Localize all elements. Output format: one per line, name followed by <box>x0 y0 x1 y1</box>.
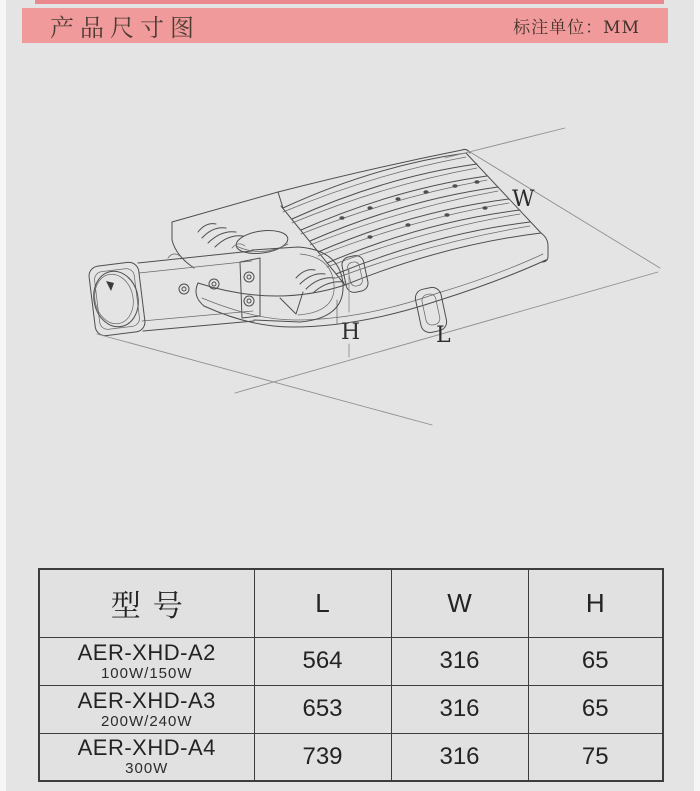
model-cell <box>39 733 254 781</box>
model-power: 100W/150W <box>100 664 193 682</box>
value-h: 65 <box>528 637 663 685</box>
table-header-row <box>39 569 663 637</box>
model-power: 300W <box>125 760 169 778</box>
table-row <box>39 733 663 781</box>
col-header-model: 型号 <box>39 569 254 637</box>
value-l: 564 <box>254 637 391 685</box>
model-name: AER-XHD-A4 <box>77 735 216 761</box>
screw-dots <box>339 180 487 238</box>
table-row <box>39 685 663 733</box>
value-w: 316 <box>391 685 528 733</box>
model-name: AER-XHD-A3 <box>77 687 216 713</box>
vent-grilles <box>198 224 344 293</box>
table-row <box>39 637 663 685</box>
unit-label: 标注单位：MM <box>513 18 640 38</box>
spec-table <box>38 568 664 782</box>
street-light-diagram <box>6 0 694 500</box>
arm-knuckle <box>252 247 343 322</box>
mounting-bracket <box>240 258 260 318</box>
arm-flange <box>88 261 146 337</box>
page-title: 产品尺寸图 <box>50 14 200 42</box>
col-header-h: H <box>528 569 663 637</box>
dimension-lines <box>97 128 660 425</box>
col-header-w: W <box>391 569 528 637</box>
dim-label-l: L <box>436 323 451 348</box>
model-name: AER-XHD-A2 <box>77 639 216 665</box>
value-w: 316 <box>391 637 528 685</box>
value-h: 75 <box>528 733 663 781</box>
dim-label-w: W <box>512 187 535 212</box>
value-w: 316 <box>391 733 528 781</box>
heatsink-fins <box>283 153 541 285</box>
model-cell <box>39 637 254 685</box>
model-power: 200W/240W <box>100 712 193 730</box>
value-h: 65 <box>528 685 663 733</box>
dim-label-h: H <box>341 320 361 345</box>
value-l: 739 <box>254 733 391 781</box>
page <box>6 0 694 791</box>
value-l: 653 <box>254 685 391 733</box>
model-cell <box>39 685 254 733</box>
col-header-l: L <box>254 569 391 637</box>
